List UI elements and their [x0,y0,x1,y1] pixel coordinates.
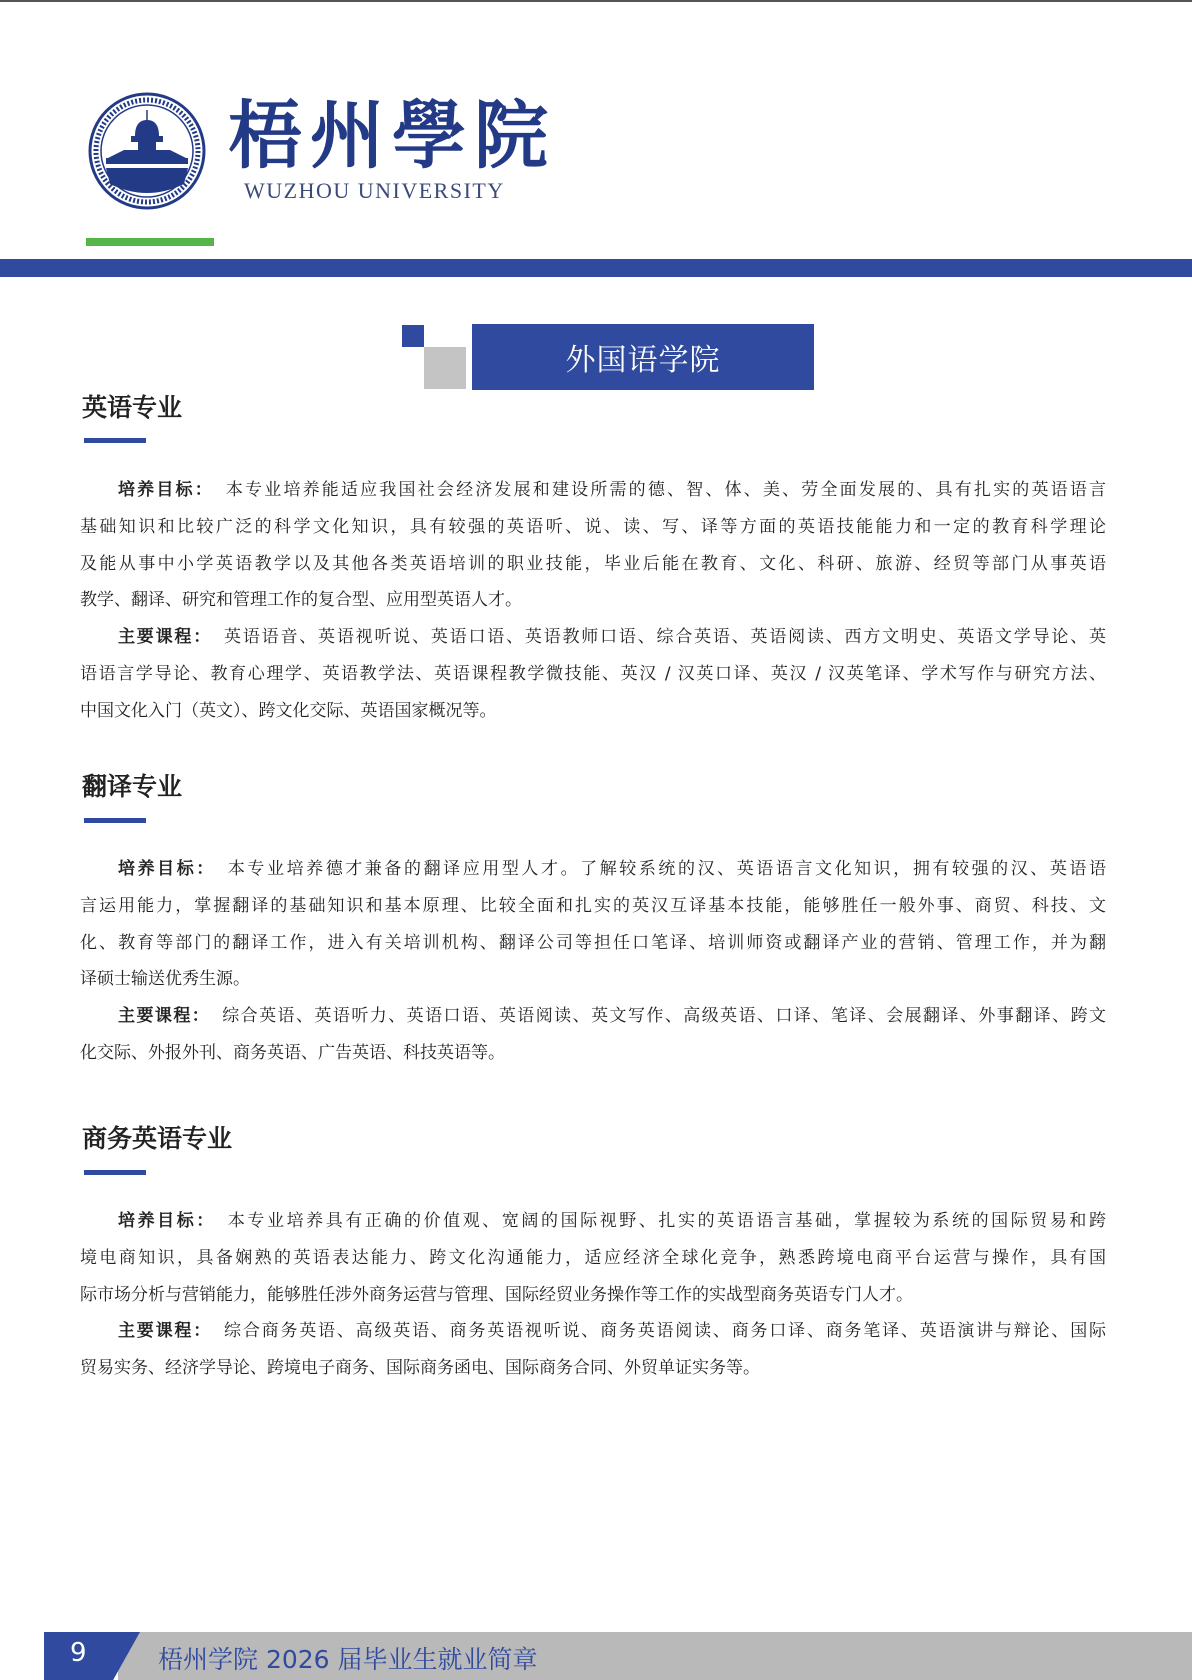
line-text: 言运用能力，掌握翻译的基础知识和基本原理、比较全面和扎实的英汉互译基本技能，能够胜任一般外事、商贸、科技、文 [80,895,1106,916]
main-courses-paragraph [80,1313,1106,1387]
line-text: 中国文化入门（英文）、跨文化交际、英语国家概况等。 [80,700,497,721]
text-line [80,1203,1106,1240]
line-text: 本专业培养具有正确的价值观、宽阔的国际视野、扎实的英语语言基础，掌握较为系统的国际贸易和跨 [227,1211,1107,1231]
text-line [80,1277,1106,1314]
text-line [80,961,1106,998]
text-line [80,1240,1106,1277]
text-line [80,509,1106,546]
text-line [80,472,1106,509]
line-text: 化交际、外报外刊、商务英语、广告英语、科技英语等。 [80,1042,505,1063]
paragraph-label: 培养目标： [118,1211,216,1231]
university-seal-logo [88,92,206,210]
section-heading-underline [84,818,146,823]
page-number: 9 [70,1638,87,1668]
text-line [80,888,1106,925]
section-heading: 商务英语专业 [82,1124,233,1153]
text-line [80,582,1106,619]
text-line [80,1035,1106,1072]
line-text: 境电商知识，具备娴熟的英语表达能力、跨文化沟通能力，适应经济全球化竞争，熟悉跨境电商平台运营与操作，具有国 [80,1247,1106,1268]
section-heading-underline [84,438,146,443]
line-text: 及能从事中小学英语教学以及其他各类英语培训的职业技能，毕业后能在教育、文化、科研、旅游、经贸等部门从事英语 [80,553,1106,574]
training-objective-paragraph [80,472,1106,619]
section-heading-underline [84,1170,146,1175]
paragraph-label: 培养目标： [118,480,214,500]
paragraph-label: 培养目标： [118,859,216,879]
paragraph-label: 主要课程： [118,627,213,647]
top-border [0,0,1192,2]
paragraph-label: 主要课程： [118,1321,213,1341]
page-title: 外国语学院 [472,324,814,390]
line-text: 本专业培养德才兼备的翻译应用型人才。了解较系统的汉、英语语言文化知识，拥有较强的汉、英语语 [227,859,1107,879]
line-text: 基础知识和比较广泛的科学文化知识，具有较强的英语听、说、读、写、译等方面的英语技能能力和一定的教育科学理论 [80,516,1106,537]
text-line [80,851,1106,888]
line-text: 英语语音、英语视听说、英语口语、英语教师口语、综合英语、英语阅读、西方文明史、英语文学导论、英 [224,627,1107,647]
footer-title: 梧州学院 2026 届毕业生就业简章 [158,1645,538,1674]
line-text: 综合商务英语、高级英语、商务英语视听说、商务英语阅读、商务口译、商务笔译、英语演讲与辩论、国际 [224,1321,1107,1341]
line-text: 际市场分析与营销能力，能够胜任涉外商务运营与管理、国际经贸业务操作等工作的实战型商务英语专门人才。 [80,1284,913,1305]
text-line [80,925,1106,962]
line-text: 译硕士输送优秀生源。 [80,969,250,990]
section-heading: 翻译专业 [82,772,183,801]
line-text: 本专业培养能适应我国社会经济发展和建设所需的德、智、体、美、劳全面发展的、具有扎实的英语语言 [225,480,1107,500]
header-blue-bar [0,259,1192,277]
training-objective-paragraph [80,1203,1106,1313]
logo-chinese-name: 梧州學院 [228,93,556,179]
text-line [80,998,1106,1035]
text-line [80,693,1106,730]
text-line [80,656,1106,693]
green-accent-bar [86,238,214,246]
line-text: 综合英语、英语听力、英语口语、英语阅读、英文写作、高级英语、口译、笔译、会展翻译、外事翻译、跨文 [222,1006,1107,1026]
paragraph-label: 主要课程： [118,1006,211,1026]
main-courses-paragraph [80,998,1106,1072]
training-objective-paragraph [80,851,1106,998]
logo-english-name: WUZHOU UNIVERSITY [244,178,505,203]
text-line [80,546,1106,583]
section-heading: 英语专业 [82,393,183,422]
line-text: 化、教育等部门的翻译工作，进入有关培训机构、翻译公司等担任口笔译、培训师资或翻译产业的营销、管理工作，并为翻 [80,932,1106,953]
text-line [80,619,1106,656]
line-text: 语语言学导论、教育心理学、英语教学法、英语课程教学微技能、英汉 / 汉英口译、英汉 / 汉英笔译、学术写作与研究方法、 [80,663,1106,684]
title-deco-square-blue [402,325,424,347]
text-line [80,1313,1106,1350]
line-text: 贸易实务、经济学导论、跨境电子商务、国际商务函电、国际商务合同、外贸单证实务等。 [80,1357,760,1378]
text-line [80,1350,1106,1387]
line-text: 教学、翻译、研究和管理工作的复合型、应用型英语人才。 [80,590,522,611]
main-courses-paragraph [80,619,1106,729]
title-deco-square-gray [424,347,466,389]
